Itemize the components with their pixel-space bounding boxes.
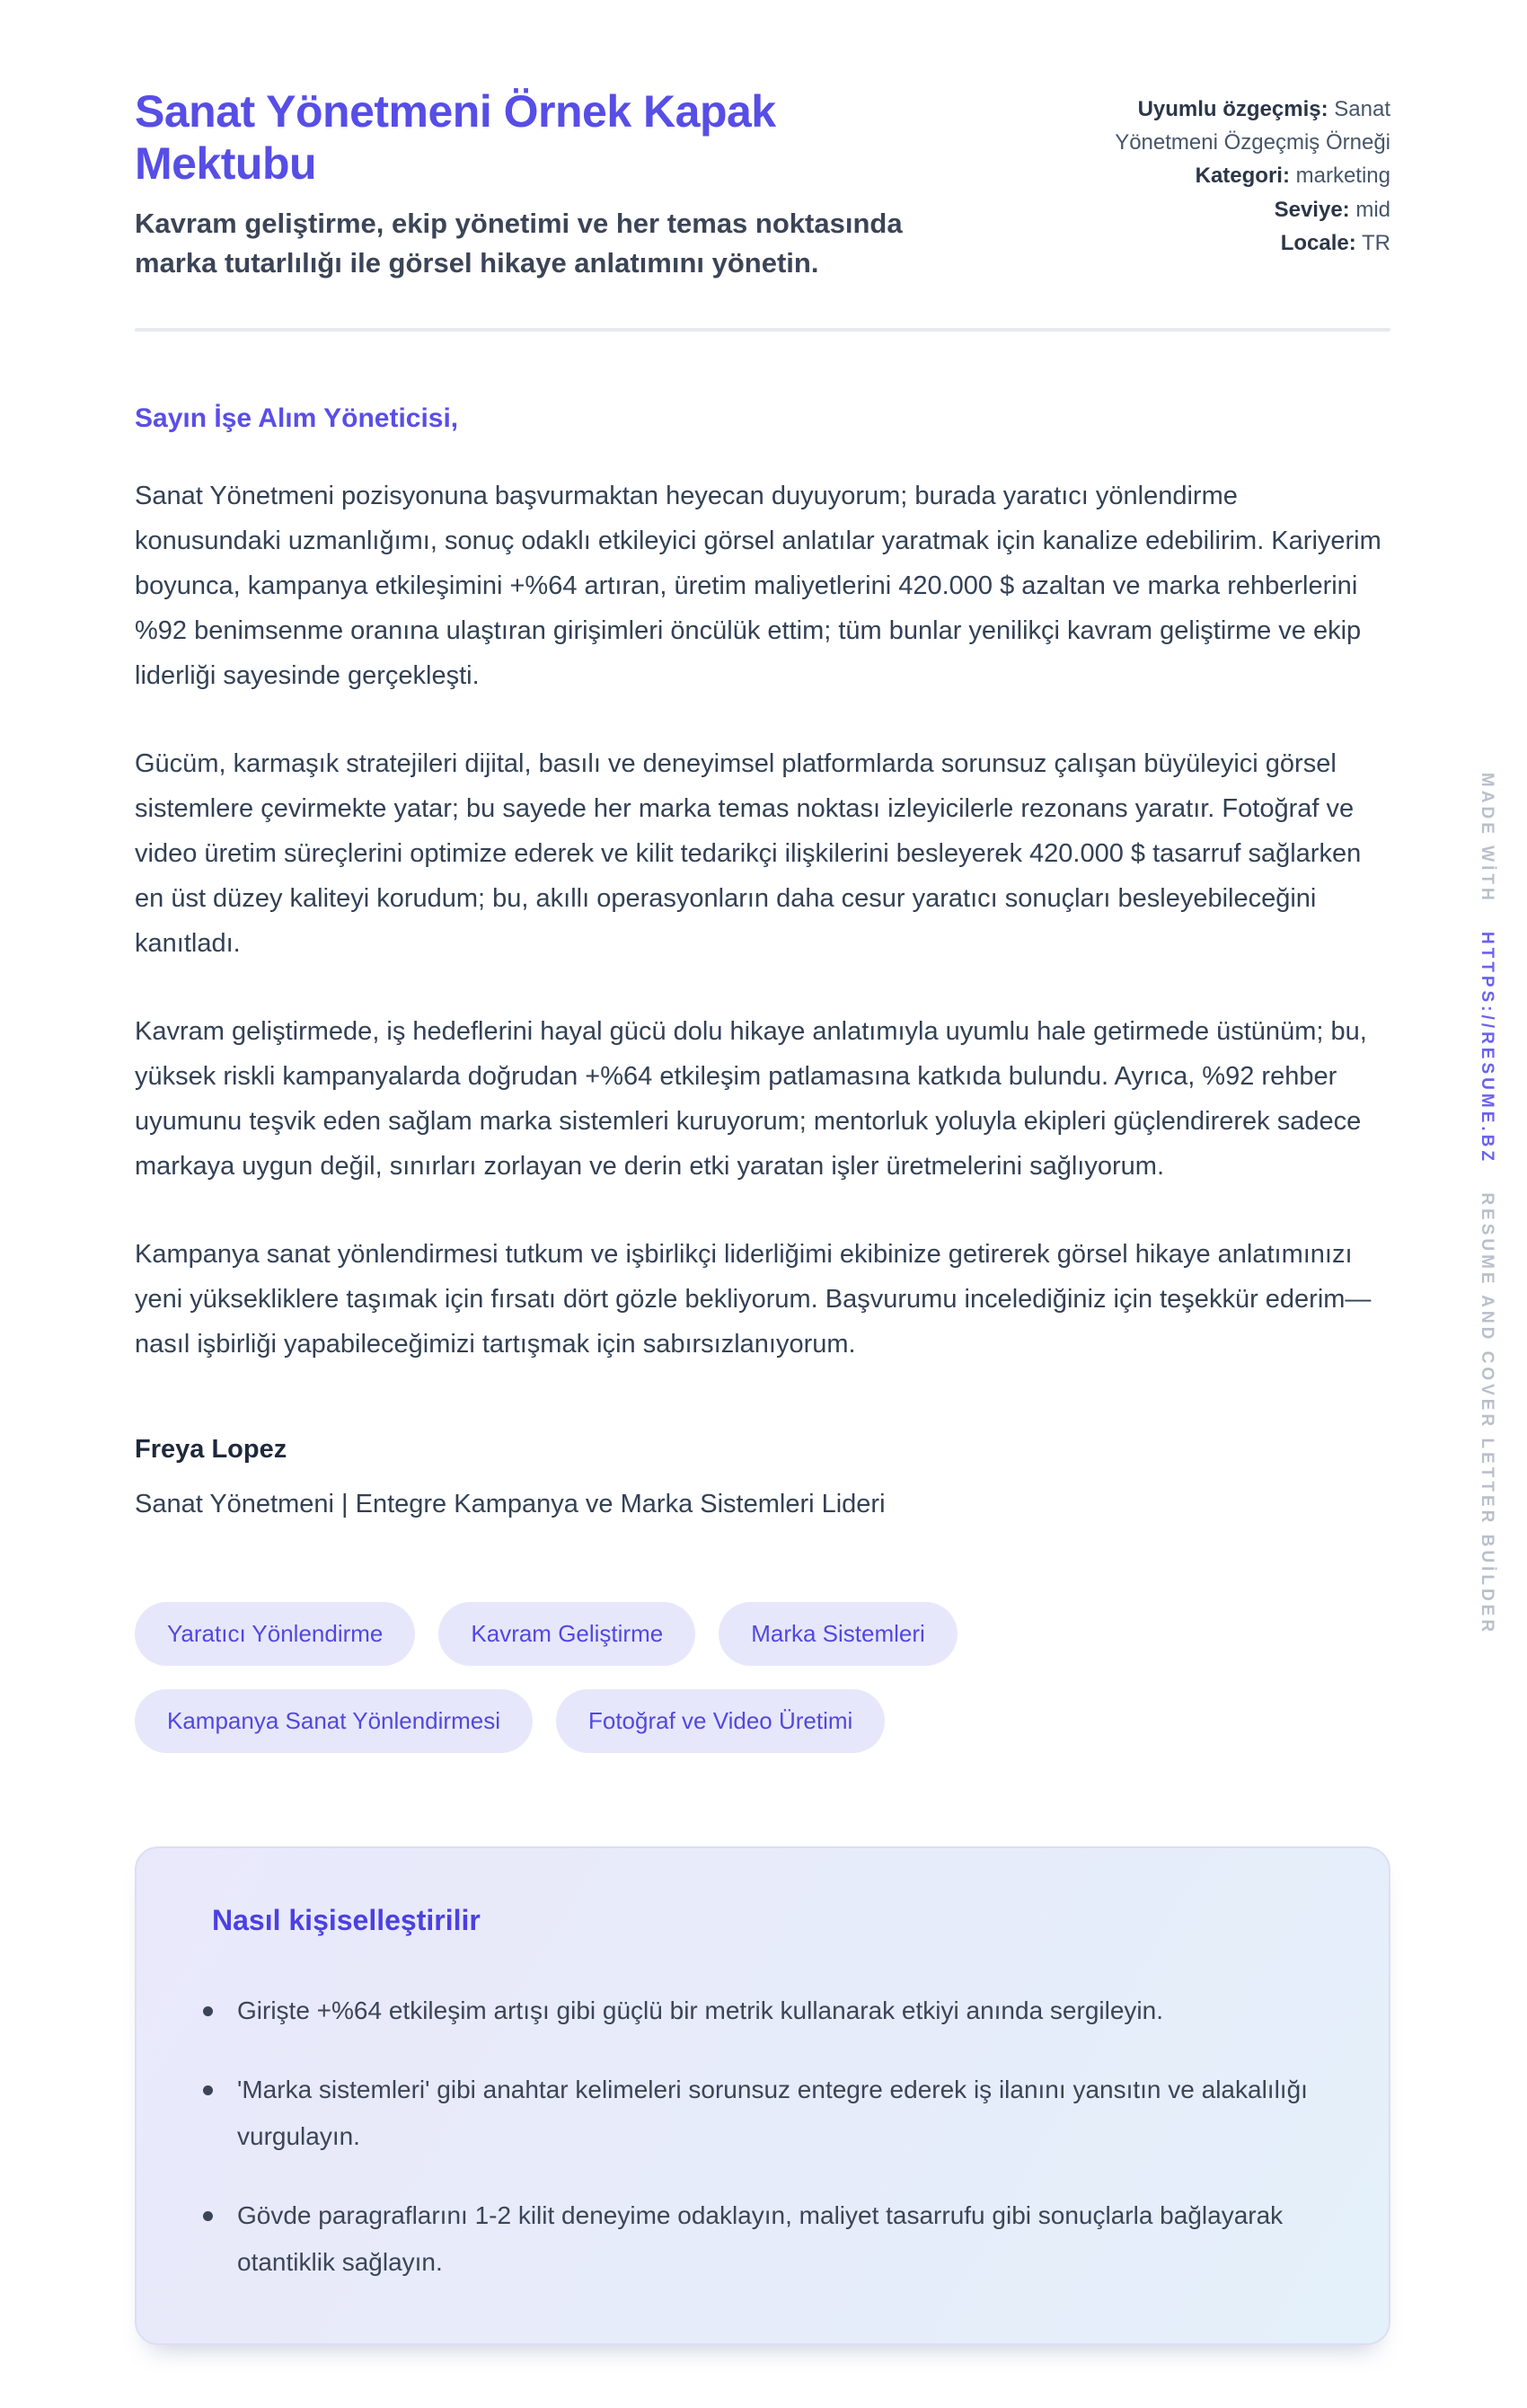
meta-label: Seviye: (1274, 197, 1350, 222)
meta-label: Kategori: (1195, 164, 1290, 189)
header-title-block (135, 85, 961, 283)
tips-card (135, 1846, 1390, 2345)
meta-row-level (1036, 193, 1390, 226)
tips-list (180, 1987, 1337, 2286)
letter-paragraph: Gücüm, karmaşık stratejileri dijital, basılı ve deneyimsel platformlarda sorunsuz çalışan büyüleyici görsel sistemlere çevirmekte yatar; bu sayede her marka temas noktası izleyicilerle rezonans yaratır. Fotoğraf ve video üretim süreçlerini optimize ederek ve kilit tedarikçi ilişkilerini besleyerek 420.000 $ tasarruf sağlarken en üst düzey kaliteyi korudum; bu, akıllı operasyonların daha cesur yaratıcı sonuçları besleyebileceğini kanıtladı. (135, 749, 1362, 959)
tag-list (135, 1602, 1267, 1753)
meta-label: Uyumlu özgeçmiş: (1137, 97, 1328, 121)
tag-pill: Fotoğraf ve Video Üretimi (556, 1689, 885, 1753)
letter-paragraph: Sanat Yönetmeni pozisyonuna başvurmaktan heyecan duyuyorum; burada yaratıcı yönlendirme konusundaki uzmanlığımı, sonuç odaklı etkileyici görsel anlatılar yaratmak için kanalize edebilirim. Kariyerim boyunca, kampanya etkileşimini +%64 artıran, üretim maliyetlerini 420.000 $ azaltan ve marka rehberlerini %92 benimsenme oranına ulaştıran girişimleri öncülük ettim; tüm bunlar yenilikçi kavram geliştirme ve ekip liderliği sayesinde gerçekleşti. (135, 482, 1381, 691)
letter-paragraph: Kampanya sanat yönlendirmesi tutkum ve işbirlikçi liderliğimi ekibinize getirerek görsel hikaye anlatımınızı yeni yüksekliklere taşımak için fırsatı dört gözle bekliyorum. Başvurumu incelediğiniz için teşekkür ederim—nasıl işbirliği yapabileceğimizi tartışmak için sabırsızlanıyorum. (135, 1240, 1372, 1359)
meta-row-locale (1036, 226, 1390, 260)
watermark-link[interactable]: HTTPS://RESUME.BZ (1478, 931, 1496, 1165)
meta-value: Sanat Yönetmeni Özgeçmiş Örneği (1115, 97, 1390, 155)
meta-value: marketing (1295, 164, 1390, 189)
header-divider (135, 328, 1390, 332)
content-column (135, 0, 1390, 2345)
meta-value: TR (1362, 230, 1390, 255)
signature-block (135, 1435, 1390, 1519)
watermark-vertical (1477, 773, 1496, 1635)
page-header (135, 85, 1390, 283)
tag-pill: Kampanya Sanat Yönlendirmesi (135, 1689, 533, 1753)
signature-name: Freya Lopez (135, 1435, 287, 1465)
tag-pill: Kavram Geliştirme (438, 1602, 695, 1666)
tip-item: Gövde paragraflarını 1-2 kilit deneyime odaklayın, maliyet tasarrufu gibi sonuçlarla bağlayarak otantiklik sağlayın. (180, 2192, 1337, 2286)
tip-item: Girişte +%64 etkileşim artışı gibi güçlü bir metrik kullanarak etkiyi anında sergileyin. (180, 1987, 1337, 2034)
page-title: Sanat Yönetmeni Örnek Kapak Mektubu (135, 86, 776, 189)
meta-panel (1036, 93, 1390, 260)
signature-role: Sanat Yönetmeni | Entegre Kampanya ve Marka Sistemleri Lideri (135, 1490, 886, 1519)
tips-title: Nasıl kişiselleştirilir (212, 1904, 481, 1937)
meta-label: Locale: (1280, 230, 1356, 255)
tip-item: 'Marka sistemleri' gibi anahtar kelimeleri sorunsuz entegre ederek iş ilanını yansıtın ve alakalılığı vurgulayın. (180, 2067, 1337, 2160)
tag-pill: Marka Sistemleri (719, 1602, 958, 1666)
page-subtitle: Kavram geliştirme, ekip yönetimi ve her temas noktasında marka tutarlılığı ile görsel hikaye anlatımını yönetin. (135, 208, 903, 279)
letter-body (135, 403, 1390, 1519)
meta-row-category (1036, 159, 1390, 192)
letter-greeting: Sayın İşe Alım Yöneticisi, (135, 403, 459, 434)
letter-paragraph: Kavram geliştirmede, iş hedeflerini hayal gücü dolu hikaye anlatımıyla uyumlu hale getirmede üstünüm; bu, yüksek riskli kampanyalarda doğrudan +%64 etkileşim patlamasına katkıda bulundu. Ayrıca, %92 rehber uyumunu teşvik eden sağlam marka sistemleri kuruyorum; mentorluk yoluyla ekipleri güçlendirerek sadece markaya uygun değil, sınırları zorlayan ve derin etki yaratan işler üretmelerini sağlıyorum. (135, 1017, 1367, 1182)
watermark-made-with-text: MADE WİTH (1478, 772, 1496, 904)
tag-pill: Yaratıcı Yönlendirme (135, 1602, 415, 1666)
meta-row-matching-resume (1036, 93, 1390, 159)
watermark-builder-text: RESUME AND COVER LETTER BUİLDER (1478, 1192, 1496, 1636)
meta-value: mid (1355, 197, 1390, 222)
